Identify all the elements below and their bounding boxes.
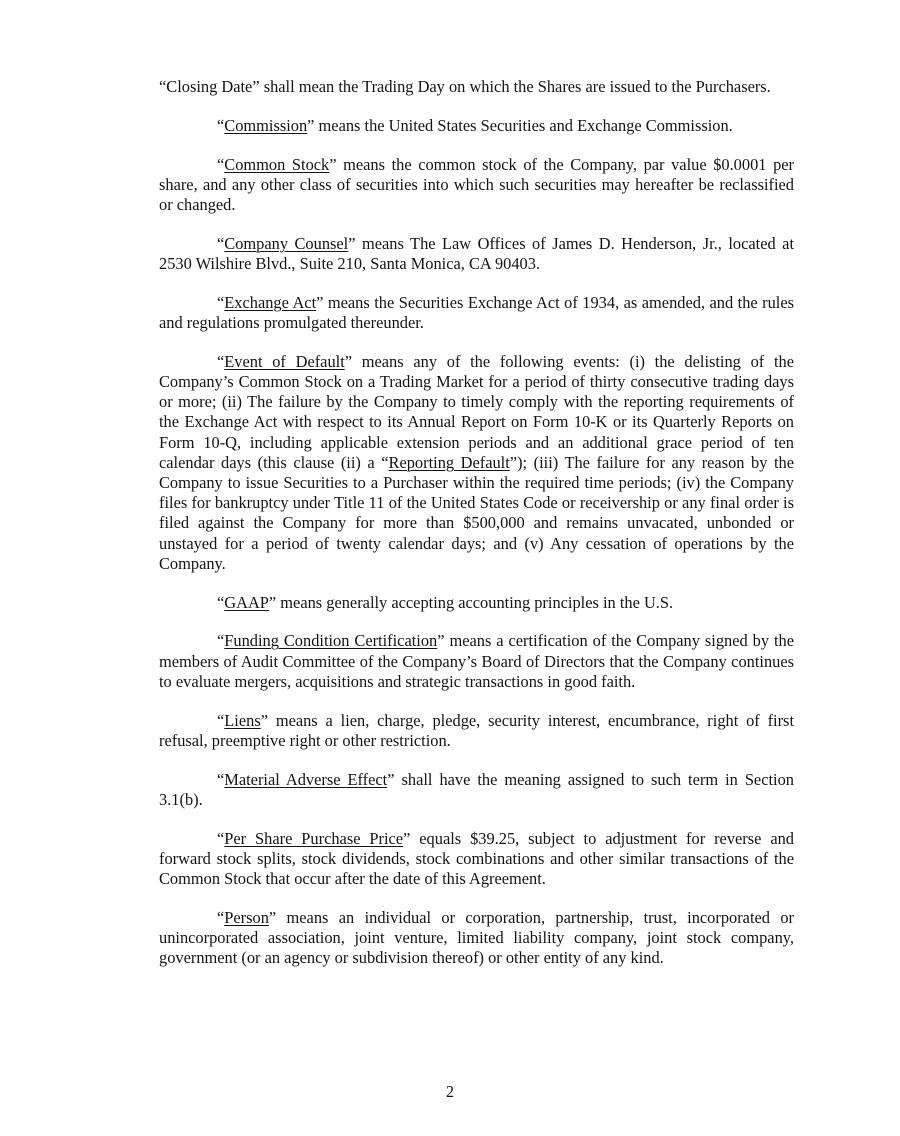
defined-term: Company Counsel (224, 233, 349, 253)
open-quote: “ (217, 115, 225, 135)
definition-material-adverse-effect (159, 770, 794, 810)
defined-term: Event of Default (224, 351, 345, 371)
defined-term: Funding Condition Certification (224, 631, 438, 651)
definition-text: ” means generally accepting accounting principles in the U.S. (268, 592, 674, 612)
definition-person (159, 908, 794, 969)
open-quote: “ (217, 907, 225, 927)
definition-text: ” equals $39.25, subject to adjustment for reverse and forward stock splits, stock dividends, stock combinations and other similar transactions of the Common Stock that occur after the date of this Agreement. (159, 828, 794, 889)
definition-text: ” means the Securities Exchange Act of 1934, as amended, and the rules and regulations promulgated thereunder. (159, 292, 794, 332)
open-quote: “ (217, 351, 225, 371)
open-quote: “ (217, 292, 225, 312)
open-quote: “ (217, 710, 225, 730)
open-quote: “ (217, 631, 225, 651)
definition-commission (159, 116, 794, 136)
definition-text: ” means a certification of the Company signed by the members of Audit Committee of the Company’s Board of Directors that the Company continues to evaluate mergers, acquisitions and strategic transactions in good faith. (159, 631, 794, 691)
defined-term: Commission (224, 115, 308, 135)
definition-text: ” means The Law Offices of James D. Henderson, Jr., located at 2530 Wilshire Blvd., Suite 210, Santa Monica, CA 90403. (159, 233, 794, 273)
definition-text: ” means a lien, charge, pledge, security interest, encumbrance, right of first refusal, preemptive right or other restriction. (159, 710, 794, 750)
definition-text: ” means the United States Securities and Exchange Commission. (307, 115, 733, 135)
definition-per-share-purchase-price (159, 829, 794, 890)
definition-event-of-default (159, 352, 794, 574)
open-quote: “ (217, 769, 225, 789)
definition-text: ” shall have the meaning assigned to such term in Section 3.1(b). (159, 769, 794, 809)
open-quote: “ (217, 154, 225, 174)
definition-text-continued: ”); (iii) The failure for any reason by the Company to issue Securities to a Purchaser within the required time periods; (iv) the Company files for bankruptcy under Title 11 of the United States Code or receivership or any final order is filed against the Company for more than $500,000 and remains unvacated, unbonded or unstayed for a period of twenty calendar days; and (v) Any cessation of operations by the Company. (159, 452, 794, 573)
definition-gaap (159, 593, 794, 613)
defined-term: Exchange Act (224, 292, 317, 312)
definition-text: ” means any of the following events: (i) the delisting of the Company’s Common Stock on a Trading Market for a period of thirty consecutive trading days or more; (ii) The failure by the Company to timely comply with the reporting requirements of the Exchange Act with respect to its Annual Report on Form 10-K or its Quarterly Reports on Form 10-Q, including applicable extension periods and an additional grace period of ten calendar days (this clause (ii) a “ (159, 351, 794, 472)
defined-term: Material Adverse Effect (224, 769, 388, 789)
definition-text: ” means the common stock of the Company, par value $0.0001 per share, and any other class of securities into which such securities may hereafter be reclassified or changed. (159, 154, 794, 214)
defined-term: GAAP (224, 592, 269, 612)
definition-exchange-act (159, 293, 794, 333)
defined-term: Person (224, 907, 269, 927)
document-page (159, 77, 794, 987)
definition-text: ” means an individual or corporation, partnership, trust, incorporated or unincorporated association, joint venture, limited liability company, joint stock company, government (or an agency or subdivision thereof) or other entity of any kind. (159, 907, 794, 968)
open-quote: “ (217, 233, 225, 253)
definition-company-counsel (159, 234, 794, 274)
open-quote: “ (217, 592, 225, 612)
definition-text: “Closing Date” shall mean the Trading Day on which the Shares are issued to the Purchasers. (159, 77, 771, 96)
definition-liens (159, 711, 794, 751)
definition-closing-date (159, 77, 794, 97)
defined-term: Per Share Purchase Price (224, 828, 404, 848)
defined-term: Common Stock (224, 154, 330, 174)
open-quote: “ (217, 828, 225, 848)
defined-term-reporting-default: Reporting Default (388, 452, 510, 472)
definition-common-stock (159, 155, 794, 216)
page-number: 2 (445, 1082, 455, 1101)
definition-funding-condition-certification (159, 631, 794, 692)
defined-term: Liens (224, 710, 261, 730)
